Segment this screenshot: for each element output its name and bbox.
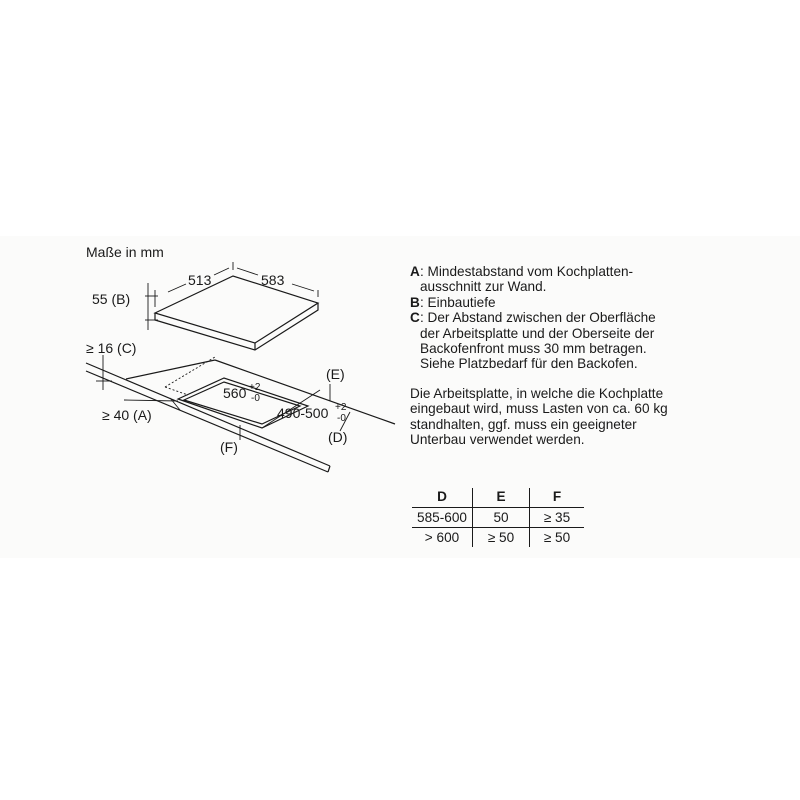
width-label: 583 [261,272,285,288]
legend-item-b [410,295,710,310]
table-cell: ≥ 50 [473,528,530,548]
table-header-d: D [437,489,447,504]
legend-text: : Der Abstand zwischen der Oberfläche der Arbeitsplatte und der Oberseite der Backofenfront muss 30 mm betragen. Siehe Platzbedarf für den Backofen. [420,310,656,372]
load-note: Die Arbeitsplatte, in welche die Kochplatte eingebaut wird, muss Lasten von ca. 60 kg standhalten, ggf. muss ein geeigneter Unterbau verwendet werden. [410,386,668,448]
table-cell: 585-600 [412,508,473,528]
table-row [412,528,584,548]
wall-distance-label: ≥ 16 (C) [86,340,137,356]
cutout-depth-value: 490-500 [277,405,329,421]
table-header-f: F [552,489,562,504]
table-header-e: E [473,488,530,508]
label-d: (D) [328,429,348,445]
legend-key: B [410,294,420,310]
table-cell: 50 [473,508,530,528]
units-label: Maße in mm [86,244,164,260]
height-label: 55 (B) [92,291,131,307]
legend-key: C [410,310,420,326]
legend [410,264,710,372]
table-cell: > 600 [412,528,473,548]
cutout-width-plus: +2 [249,382,261,393]
legend-item-a [410,264,710,295]
cutout-width-value: 560 [223,385,247,401]
front-distance-label: ≥ 40 (A) [102,407,152,423]
table-cell: ≥ 50 [530,528,585,548]
depth-label: 513 [188,272,212,288]
cutout-depth-minus: -0 [337,413,346,424]
cutout-width-label [223,382,261,404]
table-row [412,508,584,528]
table-cell: ≥ 35 [530,508,585,528]
cutout-depth-plus: +2 [335,402,347,413]
legend-text: : Mindestabstand vom Kochplatten- ausschnitt zur Wand. [420,264,634,295]
table-header-row [412,488,584,508]
label-f: (F) [220,439,238,455]
dimension-table [412,488,584,547]
cutout-width-minus: -0 [251,393,260,404]
label-e: (E) [326,366,345,382]
legend-item-c [410,310,710,372]
cutout-depth-label [277,402,347,424]
legend-text: : Einbautiefe [420,294,496,310]
legend-key: A [410,264,420,279]
